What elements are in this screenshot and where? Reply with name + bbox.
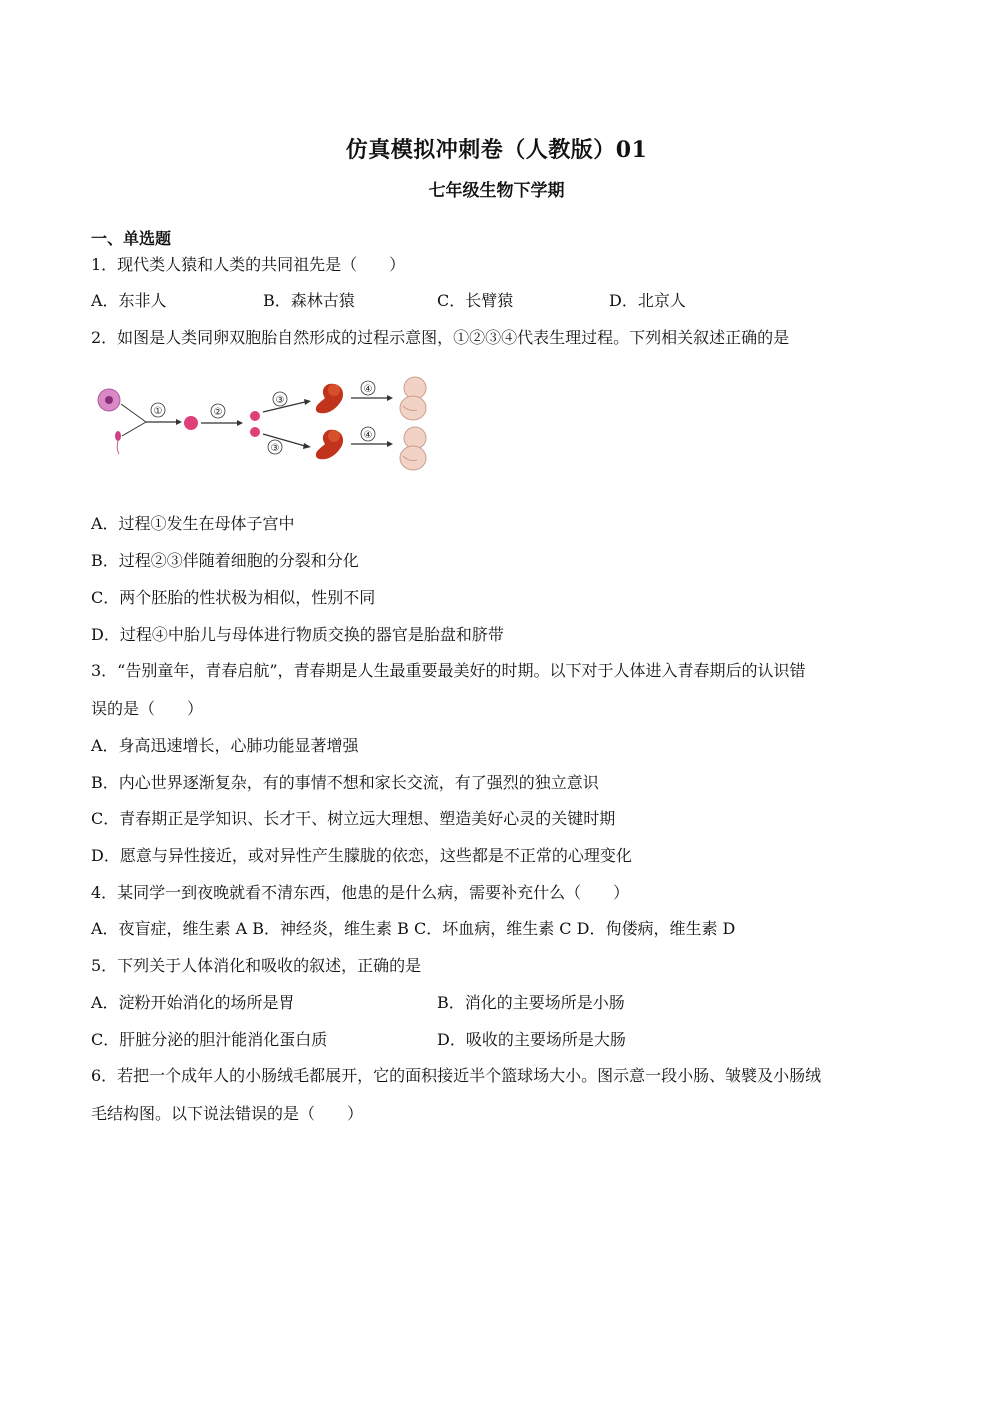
question-1-option-c: C．长臂猿	[437, 291, 514, 310]
process-3-bottom-label: ③	[270, 443, 280, 454]
question-6-stem-line-1: 6．若把一个成年人的小肠绒毛都展开，它的面积接近半个篮球场大小。图示意一段小肠、皱襞及小肠绒	[91, 1066, 822, 1085]
question-1-option-a: A．东非人	[91, 291, 167, 310]
question-2-stem: 2．如图是人类同卵双胞胎自然形成的过程示意图，①②③④代表生理过程。下列相关叙述正确的是	[91, 328, 790, 347]
split-cell-bottom-icon	[250, 427, 260, 437]
question-3-option-a: A．身高迅速增长，心肺功能显著增强	[91, 736, 359, 755]
question-3-option-d: D．愿意与异性接近，或对异性产生朦胧的依恋，这些都是不正常的心理变化	[91, 846, 632, 865]
process-4-bottom-label: ④	[363, 430, 373, 441]
question-5-option-c: C．肝脏分泌的胆汁能消化蛋白质	[91, 1030, 328, 1049]
question-5-stem: 5．下列关于人体消化和吸收的叙述，正确的是	[91, 956, 422, 975]
question-3-stem-line-2: 误的是（ ）	[91, 699, 204, 718]
process-3-bottom-arrow	[263, 434, 305, 446]
question-3-option-c: C．青春期正是学知识、长才干、树立远大理想、塑造美好心灵的关键时期	[91, 809, 616, 828]
embryo-top-icon	[316, 384, 343, 413]
question-5-option-d: D．吸收的主要场所是大肠	[437, 1030, 626, 1049]
question-1-option-b: B．森林古猿	[263, 291, 355, 310]
question-1-option-d: D．北京人	[609, 291, 686, 310]
page-title: 仿真模拟冲刺卷（人教版）01	[345, 137, 648, 163]
question-1-stem: 1．现代类人猿和人类的共同祖先是（ ）	[91, 255, 406, 274]
question-2-option-b: B．过程②③伴随着细胞的分裂和分化	[91, 551, 359, 570]
process-1-label: ①	[153, 406, 163, 417]
question-3-stem-line-1: 3．“告别童年，青春启航”，青春期是人生最重要最美好的时期。以下对于人体进入青春期后的认识错	[91, 661, 806, 680]
fetus-bottom-icon	[400, 427, 426, 470]
page-subtitle: 七年级生物下学期	[428, 181, 565, 201]
sperm-cell-icon	[115, 431, 121, 454]
question-4-options: A．夜盲症，维生素 A B．神经炎，维生素 B C．坏血病，维生素 C D．佝偻病，维生素 D	[91, 919, 736, 938]
question-6-stem-line-2: 毛结构图。以下说法错误的是（ ）	[91, 1104, 364, 1123]
process-3-top-label: ③	[275, 395, 285, 406]
fetus-top-icon	[400, 377, 426, 420]
process-2-label: ②	[213, 407, 223, 418]
question-4-stem: 4．某同学一到夜晚就看不清东西，他患的是什么病，需要补充什么（ ）	[91, 883, 630, 902]
question-2-option-a: A．过程①发生在母体子宫中	[91, 514, 295, 533]
question-5-option-a: A．淀粉开始消化的场所是胃	[91, 993, 295, 1012]
question-2-option-d: D．过程④中胎儿与母体进行物质交换的器官是胎盘和脐带	[91, 625, 504, 644]
embryo-bottom-icon	[316, 430, 343, 459]
question-2-option-c: C．两个胚胎的性状极为相似，性别不同	[91, 588, 376, 607]
process-4-top-label: ④	[363, 384, 373, 395]
zygote-icon	[184, 416, 198, 430]
question-3-option-b: B．内心世界逐渐复杂，有的事情不想和家长交流，有了强烈的独立意识	[91, 773, 599, 792]
split-cell-top-icon	[250, 411, 260, 421]
section-heading: 一、单选题	[91, 229, 172, 248]
question-5-option-b: B．消化的主要场所是小肠	[437, 993, 625, 1012]
twin-formation-diagram	[91, 376, 441, 476]
